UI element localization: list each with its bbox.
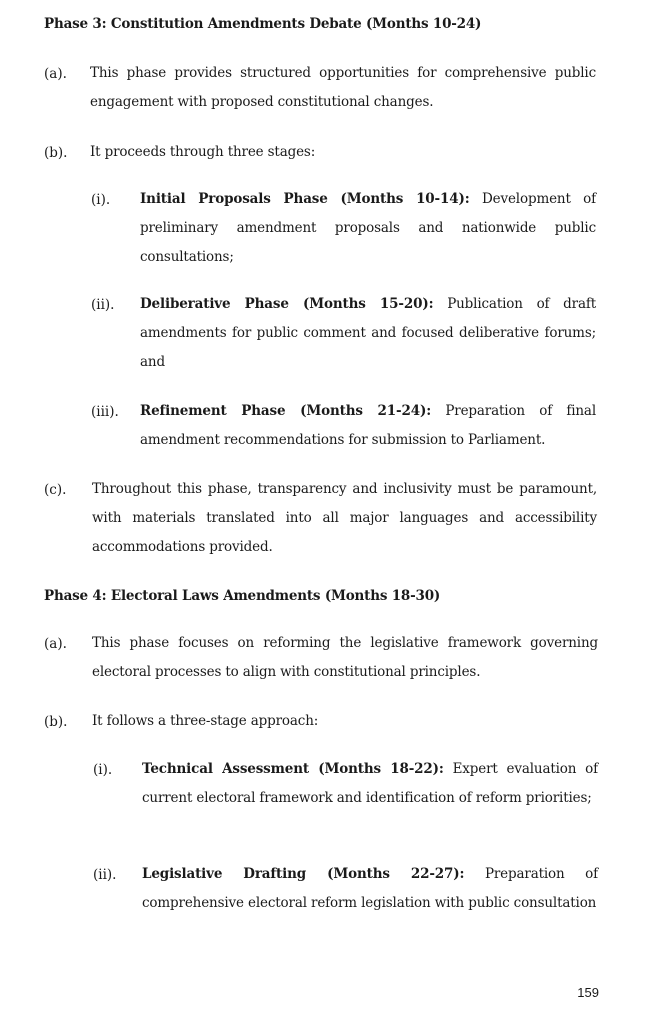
phase4-stage-1-text: Expert evaluation of current electoral framework and identification of reform priorities; xyxy=(142,761,598,806)
phase4-heading: Phase 4: Electoral Laws Amendments (Months 18-30) xyxy=(44,588,441,604)
phase3-stage-3 xyxy=(140,397,596,455)
phase3-c-label: (c). xyxy=(44,482,67,498)
phase4-stage-2-label: (ii). xyxy=(93,867,117,883)
phase3-b-text: It proceeds through three stages: xyxy=(90,144,316,160)
phase3-b-label: (b). xyxy=(44,145,68,161)
phase3-stage-1-text: Development of preliminary amendment proposals and nationwide public consultations; xyxy=(140,191,596,265)
phase3-stage-2-title: Deliberative Phase (Months 15-20): xyxy=(140,296,434,312)
phase3-stage-2 xyxy=(140,290,596,377)
phase3-stage-1-label: (i). xyxy=(91,192,111,208)
phase3-heading: Phase 3: Constitution Amendments Debate (Months 10-24) xyxy=(44,16,482,32)
phase4-stage-1-label: (i). xyxy=(93,762,113,778)
phase3-stage-3-title: Refinement Phase (Months 21-24): xyxy=(140,403,432,419)
phase4-a-label: (a). xyxy=(44,636,67,652)
page-number: 159 xyxy=(577,985,599,1000)
phase4-stage-2 xyxy=(142,860,598,918)
phase4-stage-2-text: Preparation of comprehensive electoral reform legislation with public consultation xyxy=(142,866,598,911)
phase4-b-text: It follows a three-stage approach: xyxy=(92,713,319,729)
phase3-stage-3-label: (iii). xyxy=(91,404,119,420)
phase3-stage-2-text: Publication of draft amendments for public comment and focused deliberative forums; and xyxy=(140,296,596,370)
phase3-stage-1 xyxy=(140,185,596,272)
phase4-stage-1-title: Technical Assessment (Months 18-22): xyxy=(142,761,444,777)
phase4-stage-2-title: Legislative Drafting (Months 22-27): xyxy=(142,866,465,882)
phase3-a-label: (a). xyxy=(44,66,67,82)
phase3-a-text: This phase provides structured opportunities for comprehensive public engagement with proposed constitutional changes. xyxy=(90,65,596,110)
phase3-stage-1-title: Initial Proposals Phase (Months 10-14): xyxy=(140,191,470,207)
phase3-c-text: Throughout this phase, transparency and inclusivity must be paramount, with materials translated into all major languages and accessibility accommodations provided. xyxy=(92,481,597,555)
phase4-a-text: This phase focuses on reforming the legislative framework governing electoral processes to align with constitutional principles. xyxy=(92,635,598,680)
phase3-stage-2-label: (ii). xyxy=(91,297,115,313)
phase4-b-label: (b). xyxy=(44,714,68,730)
phase4-stage-1 xyxy=(142,755,598,813)
phase3-stage-3-text: Preparation of final amendment recommendations for submission to Parliament. xyxy=(140,403,596,448)
